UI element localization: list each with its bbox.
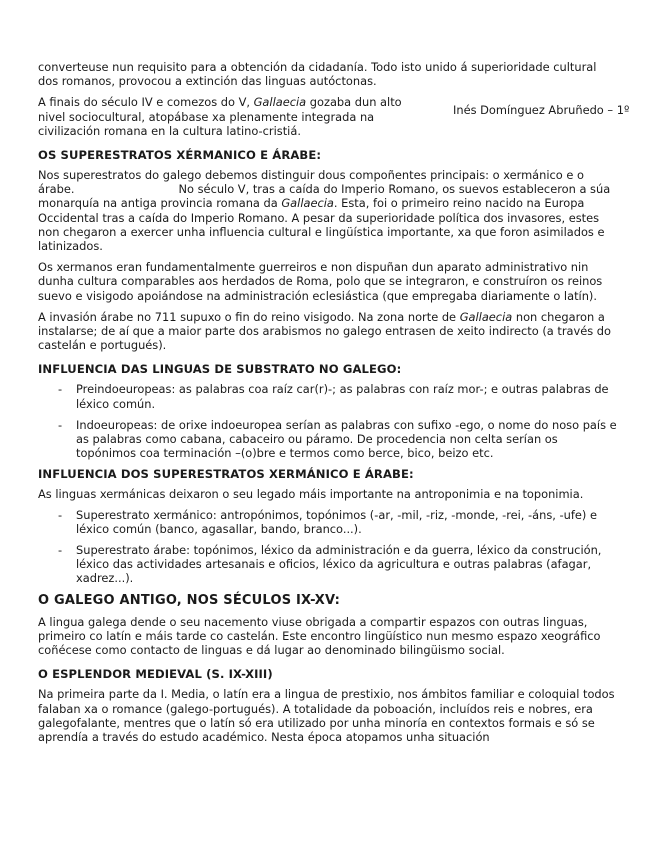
list-item-text: Preindoeuropeas: as palabras coa raíz car(r)-; as palabras con raíz mor-; e outras palabras de léxico común. — [76, 382, 609, 411]
italic-term: Gallaecia — [459, 309, 513, 324]
paragraph-esplendor: Na primeira parte da I. Media, o latín era a lingua de prestixio, nos ámbitos familiar e coloquial todos falaban xa o romance (galego-portugués). A totalidade da poboación, incluídos reis e nobres, era galegofalante, mentres que o latín só era utilizado por unha minoría en contextos formais e só se aprendía a través do estudo académico. Nesta época atopamos unha situación — [38, 687, 615, 744]
paragraph-superestratos-2: Os xermanos eran fundamentalmente guerreiros e non dispuñan dun aparato administrativo nin dunha cultura comparables aos herdados de Roma, polo que se integraron, e construíron os reinos suevo e visigodo apoiándose na administración eclesiástica (que empregaba diariamente o latín). — [38, 260, 603, 303]
list-item — [38, 382, 618, 410]
heading-esplendor: O ESPLENDOR MEDIEVAL (S. IX-XIII) — [38, 667, 273, 682]
dash-bullet: - — [58, 417, 63, 432]
list-item-text: Superestrato árabe: topónimos, léxico da administración e da guerra, léxico da construción, léxico das actividades artesanais e oficios, léxico da agricultura e outras palabras (afagar, xadrez...). — [76, 543, 602, 586]
document-page — [38, 60, 630, 744]
dash-bullet: - — [58, 382, 63, 397]
list-item — [38, 508, 618, 536]
list-item-text: Indoeuropeas: de orixe indoeuropea serían as palabras con sufixo -ego, o nome do noso país e as palabras como cabana, cabaceiro ou páramo. De procedencia non celta serían os topónimos coa terminación –(o)bre e termos como berce, bico, beizo etc. — [76, 417, 617, 461]
italic-term: Gallaecia — [281, 196, 334, 211]
text: Nos superestratos do galego debemos distinguir dous compoñentes principais: o xermánico e o árabe. — [38, 168, 584, 197]
text: A invasión árabe no 711 supuxo o fin do reino visigodo. Na zona norte de — [38, 309, 460, 324]
paragraph-superestratos-1 — [38, 168, 618, 253]
paragraph-intro — [38, 60, 618, 88]
heading-galego-antigo: O GALEGO ANTIGO, NOS SÉCULOS IX-XV: — [38, 592, 341, 608]
paragraph-influencia: As linguas xermánicas deixaron o seu legado máis importante na antroponimia e na toponimia. — [38, 487, 584, 502]
author-header: Inés Domínguez Abruñedo – 1º — [453, 103, 630, 118]
text: gozaba dun alto nivel sociocultural, atopábase xa plenamente integrada na civilización romana en la cultura latino-cristiá. — [38, 95, 402, 138]
italic-term: Gallaecia — [253, 95, 307, 110]
text: non chegaron a instalarse; de aí que a maior parte dos arabismos no galego entrasen de xeito indirecto (a través do castelán e portugués). — [38, 309, 611, 353]
text: A finais do século IV e comezos do V, — [38, 95, 254, 110]
text: converteuse nun requisito para a obtención da cidadanía. Todo isto unido á superioridade cultural dos romanos, provocou a extinción das linguas autóctonas. — [38, 60, 597, 89]
heading-influencia-superestratos: INFLUENCIA DOS SUPERESTRATOS XERMÁNICO E ÁRABE: — [38, 467, 414, 482]
dash-bullet: - — [58, 507, 63, 522]
heading-substrato: INFLUENCIA DAS LINGUAS DE SUBSTRATO NO GALEGO: — [38, 362, 402, 377]
list-item — [38, 418, 618, 461]
heading-superestratos: OS SUPERESTRATOS XÉRMANICO E ÁRABE: — [38, 148, 322, 163]
list-substrato — [38, 382, 618, 460]
dash-bullet: - — [58, 543, 63, 558]
text: . Esta, foi o primeiro reino nacido na Europa Occidental tras a caída do Imperio Romano. A pesar da superioridade política dos invasores, estes non chegaron a exercer unha influencia cultural e lingüística importante, xa que foron asimilados e latinizados. — [38, 196, 605, 254]
text: No século V, tras a caída do Imperio Romano, os suevos estableceron a súa monarquía na antiga provincia romana da — [38, 182, 611, 211]
paragraph-superestratos-3 — [38, 310, 618, 353]
list-superestratos — [38, 508, 618, 586]
list-item-text: Superestrato xermánico: antropónimos, topónimos (-ar, -mil, -riz, -monde, -rei, -áns, -ufe) e léxico común (banco, agasallar, bando, branco...). — [76, 507, 597, 536]
list-item — [38, 543, 618, 586]
paragraph-galego-antigo: A lingua galega dende o seu nacemento viuse obrigada a compartir espazos con outras linguas, primeiro co latín e máis tarde co castelán. Este encontro lingüístico nun mesmo espazo xeográfico coñécese como contacto de linguas e dá lugar ao denominado bilingüismo social. — [38, 614, 601, 658]
paragraph-finais — [38, 95, 423, 138]
paragraph-finais-block — [38, 95, 630, 138]
